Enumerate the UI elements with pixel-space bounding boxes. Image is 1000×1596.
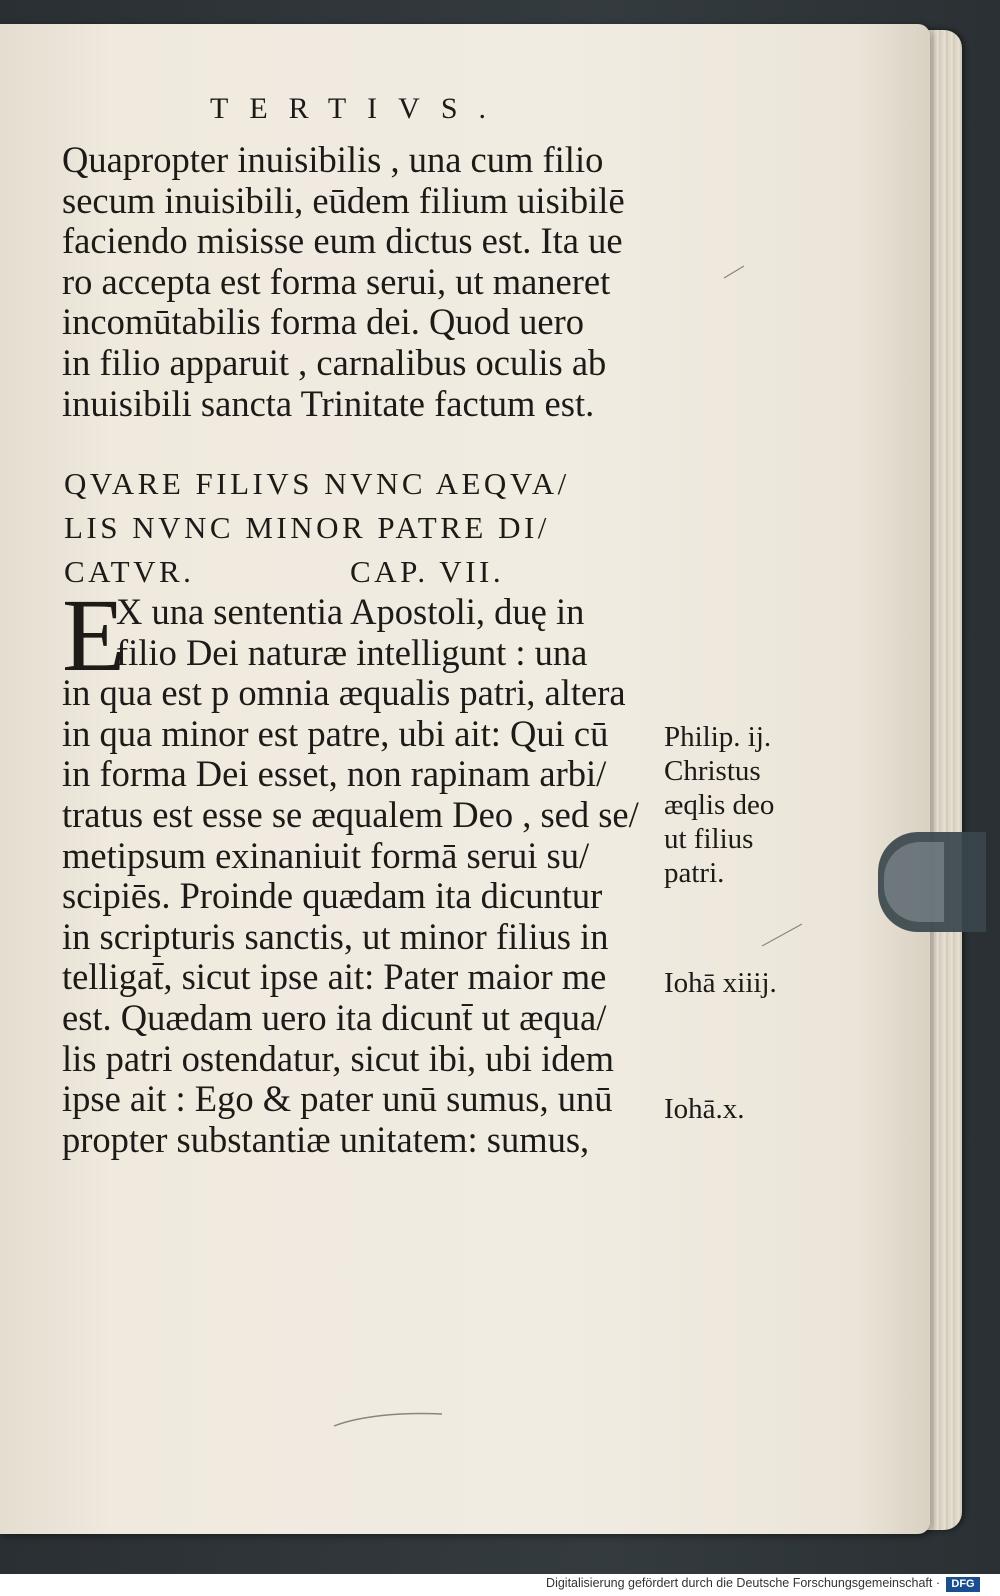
book-clip-highlight (884, 842, 944, 922)
margin-line: ut filius (664, 823, 754, 855)
text-line: in scripturis sanctis, ut minor filius in (62, 915, 609, 957)
pencil-mark (330, 1404, 450, 1434)
running-head: TERTIVS. (210, 92, 508, 125)
margin-line: æqlis deo (664, 789, 775, 821)
text-line: Quapropter inuisibilis , una cum filio (62, 139, 604, 180)
text-line: in qua minor est patre, ubi ait: Qui cū (62, 712, 609, 754)
paragraph-2 (62, 592, 662, 1160)
pencil-mark (720, 262, 750, 282)
marginal-note-philippians (664, 720, 774, 890)
marginal-note-john-14: Iohā xiiij. (664, 967, 777, 999)
marginal-note-john-10: Iohā.x. (664, 1093, 745, 1125)
text-line: inuisibili sancta Trinitate factum est. (62, 382, 595, 424)
text-line: X una sententia Apostoli, duę in (116, 591, 585, 632)
pencil-mark (758, 920, 808, 950)
text-line: metipsum exinaniuit formā serui su/ (62, 834, 590, 876)
heading-line: CATVR. (64, 554, 195, 589)
heading-line: QVARE FILIVS NVNC AEQVA/ (64, 466, 570, 501)
chapter-heading (64, 462, 664, 594)
margin-line: Philip. ij. (664, 721, 772, 753)
text-line: secum inuisibili, eūdem filium uisibilē (62, 179, 625, 221)
heading-line-last (64, 550, 664, 594)
text-line: filio Dei naturæ intelligunt : una (116, 631, 588, 673)
text-line: ipse ait : Ego & pater unū sumus, unū (62, 1078, 613, 1120)
footer-credit: Digitalisierung gefördert durch die Deutsche Forschungsgemeinschaft · (546, 1576, 940, 1590)
text-line: ro accepta est forma serui, ut maneret (62, 260, 611, 302)
digitization-footer (0, 1574, 1000, 1596)
heading-line: LIS NVNC MINOR PATRE DI/ (64, 510, 550, 545)
text-line: est. Quædam uero ita dicunt̄ ut æqua/ (62, 996, 607, 1038)
text-line: incomūtabilis forma dei. Quod uero (62, 301, 585, 343)
drop-capital: E (62, 578, 126, 693)
text-line: tratus est esse se æqualem Deo , sed se/ (62, 793, 639, 835)
text-line: lis patri ostendatur, sicut ibi, ubi idem (62, 1037, 615, 1079)
text-line: propter substantiæ unitatem: sumus, (62, 1118, 590, 1160)
margin-line: patri. (664, 857, 725, 889)
paragraph-1 (62, 140, 662, 424)
text-line: in filio apparuit , carnalibus oculis ab (62, 341, 607, 383)
text-line: in qua est p omnia æqualis patri, altera (62, 672, 626, 714)
dfg-logo: DFG (946, 1577, 980, 1592)
text-line: telligat̄, sicut ipse ait: Pater maior me (62, 956, 607, 998)
margin-line: Christus (664, 755, 761, 787)
text-line: scipiēs. Proinde quædam ita dicuntur (62, 875, 603, 917)
text-line: in forma Dei esset, non rapinam arbi/ (62, 753, 607, 795)
chapter-number: CAP. VII. (350, 554, 505, 589)
text-line: faciendo misisse eum dictus est. Ita ue (62, 220, 623, 262)
